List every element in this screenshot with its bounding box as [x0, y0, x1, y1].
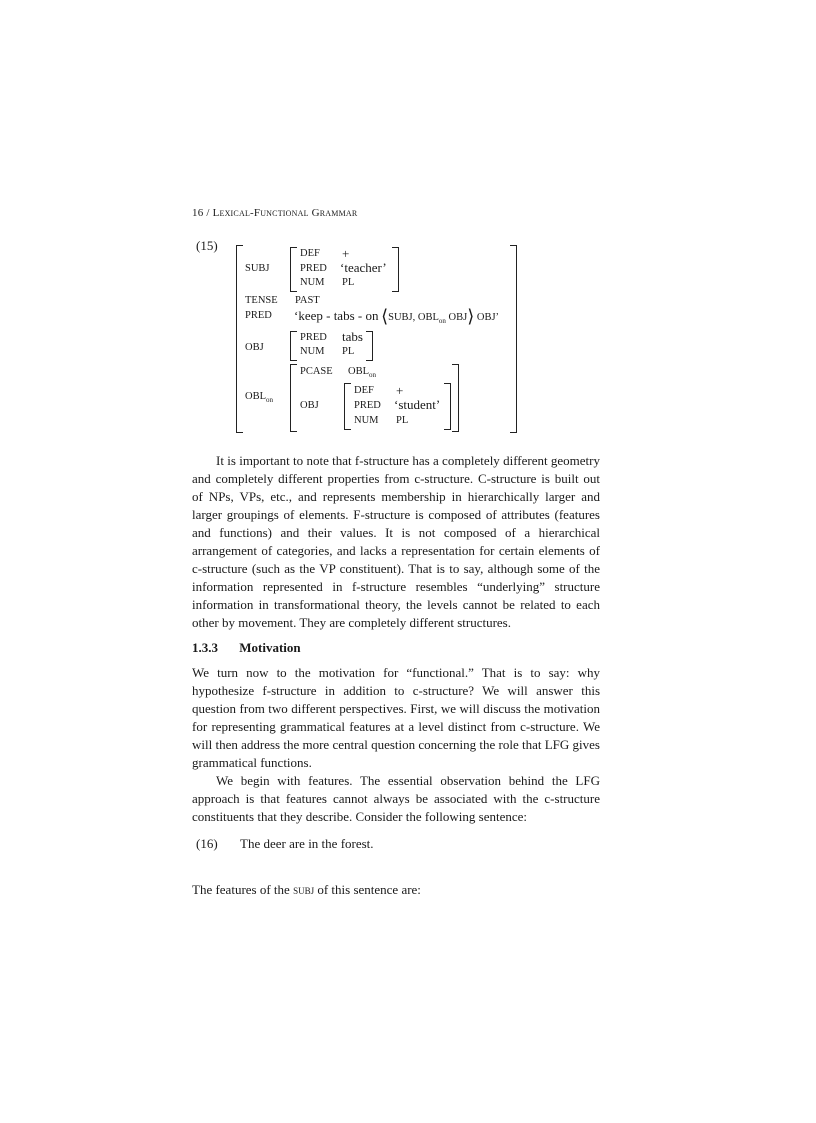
- pcase-value-sub: on: [369, 371, 376, 380]
- pred-form: ‘keep - tabs - on: [294, 308, 379, 323]
- obj-pred-attr: PRED: [300, 332, 327, 343]
- obl-obj-left-bracket: [344, 383, 351, 430]
- paragraph-1: It is important to note that f-structure has a completely different geometry and completely different properties from c-structure. C-structure is built out of NPs, VPs, etc., and represents membership in hierarchically larger and larger groupings of elements. F-structure is composed of attributes (features and functions) and their values. It is not composed of a hierarchical arrangement of categories, and lacks a representation for certain elements of c-structure (such as the VP constituent). That is to say, although some of the information represented in f-structure resembles “underlying” structure information in transformational theory, the levels cannot be related to each other by movement. They are completely different structures.: [192, 453, 600, 630]
- pred-right-angle: ⟩: [467, 306, 475, 326]
- outer-right-bracket: [510, 245, 517, 433]
- paragraph-3: We begin with features. The essential observation behind the LFG approach is that features cannot always be associated with the c-structure constituents that they describe. Consider the following sentence:: [192, 773, 600, 824]
- running-head-separator: /: [206, 207, 210, 219]
- paragraph-fstructure-geometry: [192, 452, 600, 632]
- subj-pred-value: ‘teacher’: [340, 260, 387, 275]
- page-number: 16: [192, 207, 204, 219]
- closing-line-before: The features of the: [192, 882, 294, 897]
- obl-label-sub: on: [266, 396, 273, 405]
- paragraph-2: We turn now to the motivation for “functional.” That is to say: why hypothesize f-structure in addition to c-structure? We will answer this question from two different perspectives. First, we will discuss the motivation for representing grammatical features at a level distinct from c-structure. We will then address the more central question concerning the role that LFG gives grammatical functions.: [192, 665, 600, 770]
- obl-obj-right-bracket: [444, 383, 451, 430]
- obj-num-attr: NUM: [300, 346, 325, 357]
- section-heading: [192, 640, 319, 656]
- pred-args-3: OBJ’: [476, 312, 500, 323]
- example-16-sentence: The deer are in the forest.: [240, 836, 374, 851]
- obl-label-text: OBL: [245, 391, 266, 402]
- pred-args-sub: on: [438, 317, 446, 326]
- pred-args-1: SUBJ, OBL: [388, 312, 439, 323]
- running-head-title: Lexical-Functional Grammar: [212, 207, 358, 219]
- section-title: Motivation: [239, 640, 301, 655]
- example-16: [196, 836, 374, 852]
- obl-right-bracket: [452, 364, 459, 432]
- subj-num-value: PL: [342, 277, 355, 288]
- subj-left-bracket: [290, 247, 297, 292]
- pcase-value: [348, 366, 376, 379]
- obl-num-attr: NUM: [354, 415, 379, 426]
- section-number: 1.3.3: [192, 640, 218, 655]
- subj-def-value: +: [342, 246, 350, 261]
- closing-line: [192, 882, 421, 898]
- obj-num-value: PL: [342, 346, 355, 357]
- obl-def-attr: DEF: [354, 385, 374, 396]
- pred-args-2: OBJ: [448, 312, 468, 323]
- tense-value: PAST: [295, 295, 320, 306]
- example-15-number: (15): [196, 238, 218, 253]
- pred-attr: PRED: [245, 310, 272, 321]
- pcase-value-text: OBL: [348, 366, 369, 377]
- obl-pred-value: ‘student’: [394, 397, 441, 412]
- motivation-paragraphs: [192, 664, 600, 826]
- subj-label: SUBJ: [245, 263, 270, 274]
- obl-label: [245, 391, 273, 404]
- obl-num-value: PL: [396, 415, 409, 426]
- obl-obj-attr: OBJ: [300, 400, 319, 411]
- obj-left-bracket: [290, 331, 297, 361]
- obj-pred-value: tabs: [342, 329, 363, 344]
- tense-attr: TENSE: [245, 295, 278, 306]
- subj-right-bracket: [392, 247, 399, 292]
- running-head: [192, 207, 357, 219]
- pred-value: [294, 306, 499, 327]
- obl-def-value: +: [396, 383, 404, 398]
- pcase-attr: PCASE: [300, 366, 333, 377]
- obl-pred-attr: PRED: [354, 400, 381, 411]
- subj-def-attr: DEF: [300, 248, 320, 259]
- pred-left-angle: ⟨: [381, 306, 389, 326]
- subj-pred-attr: PRED: [300, 263, 327, 274]
- closing-line-after: of this sentence are:: [314, 882, 421, 897]
- subj-num-attr: NUM: [300, 277, 325, 288]
- closing-line-subj: subj: [293, 882, 315, 897]
- obj-label: OBJ: [245, 342, 264, 353]
- obl-left-bracket: [290, 364, 297, 432]
- obj-right-bracket: [366, 331, 373, 361]
- outer-left-bracket: [236, 245, 243, 433]
- example-16-number: (16): [196, 836, 218, 851]
